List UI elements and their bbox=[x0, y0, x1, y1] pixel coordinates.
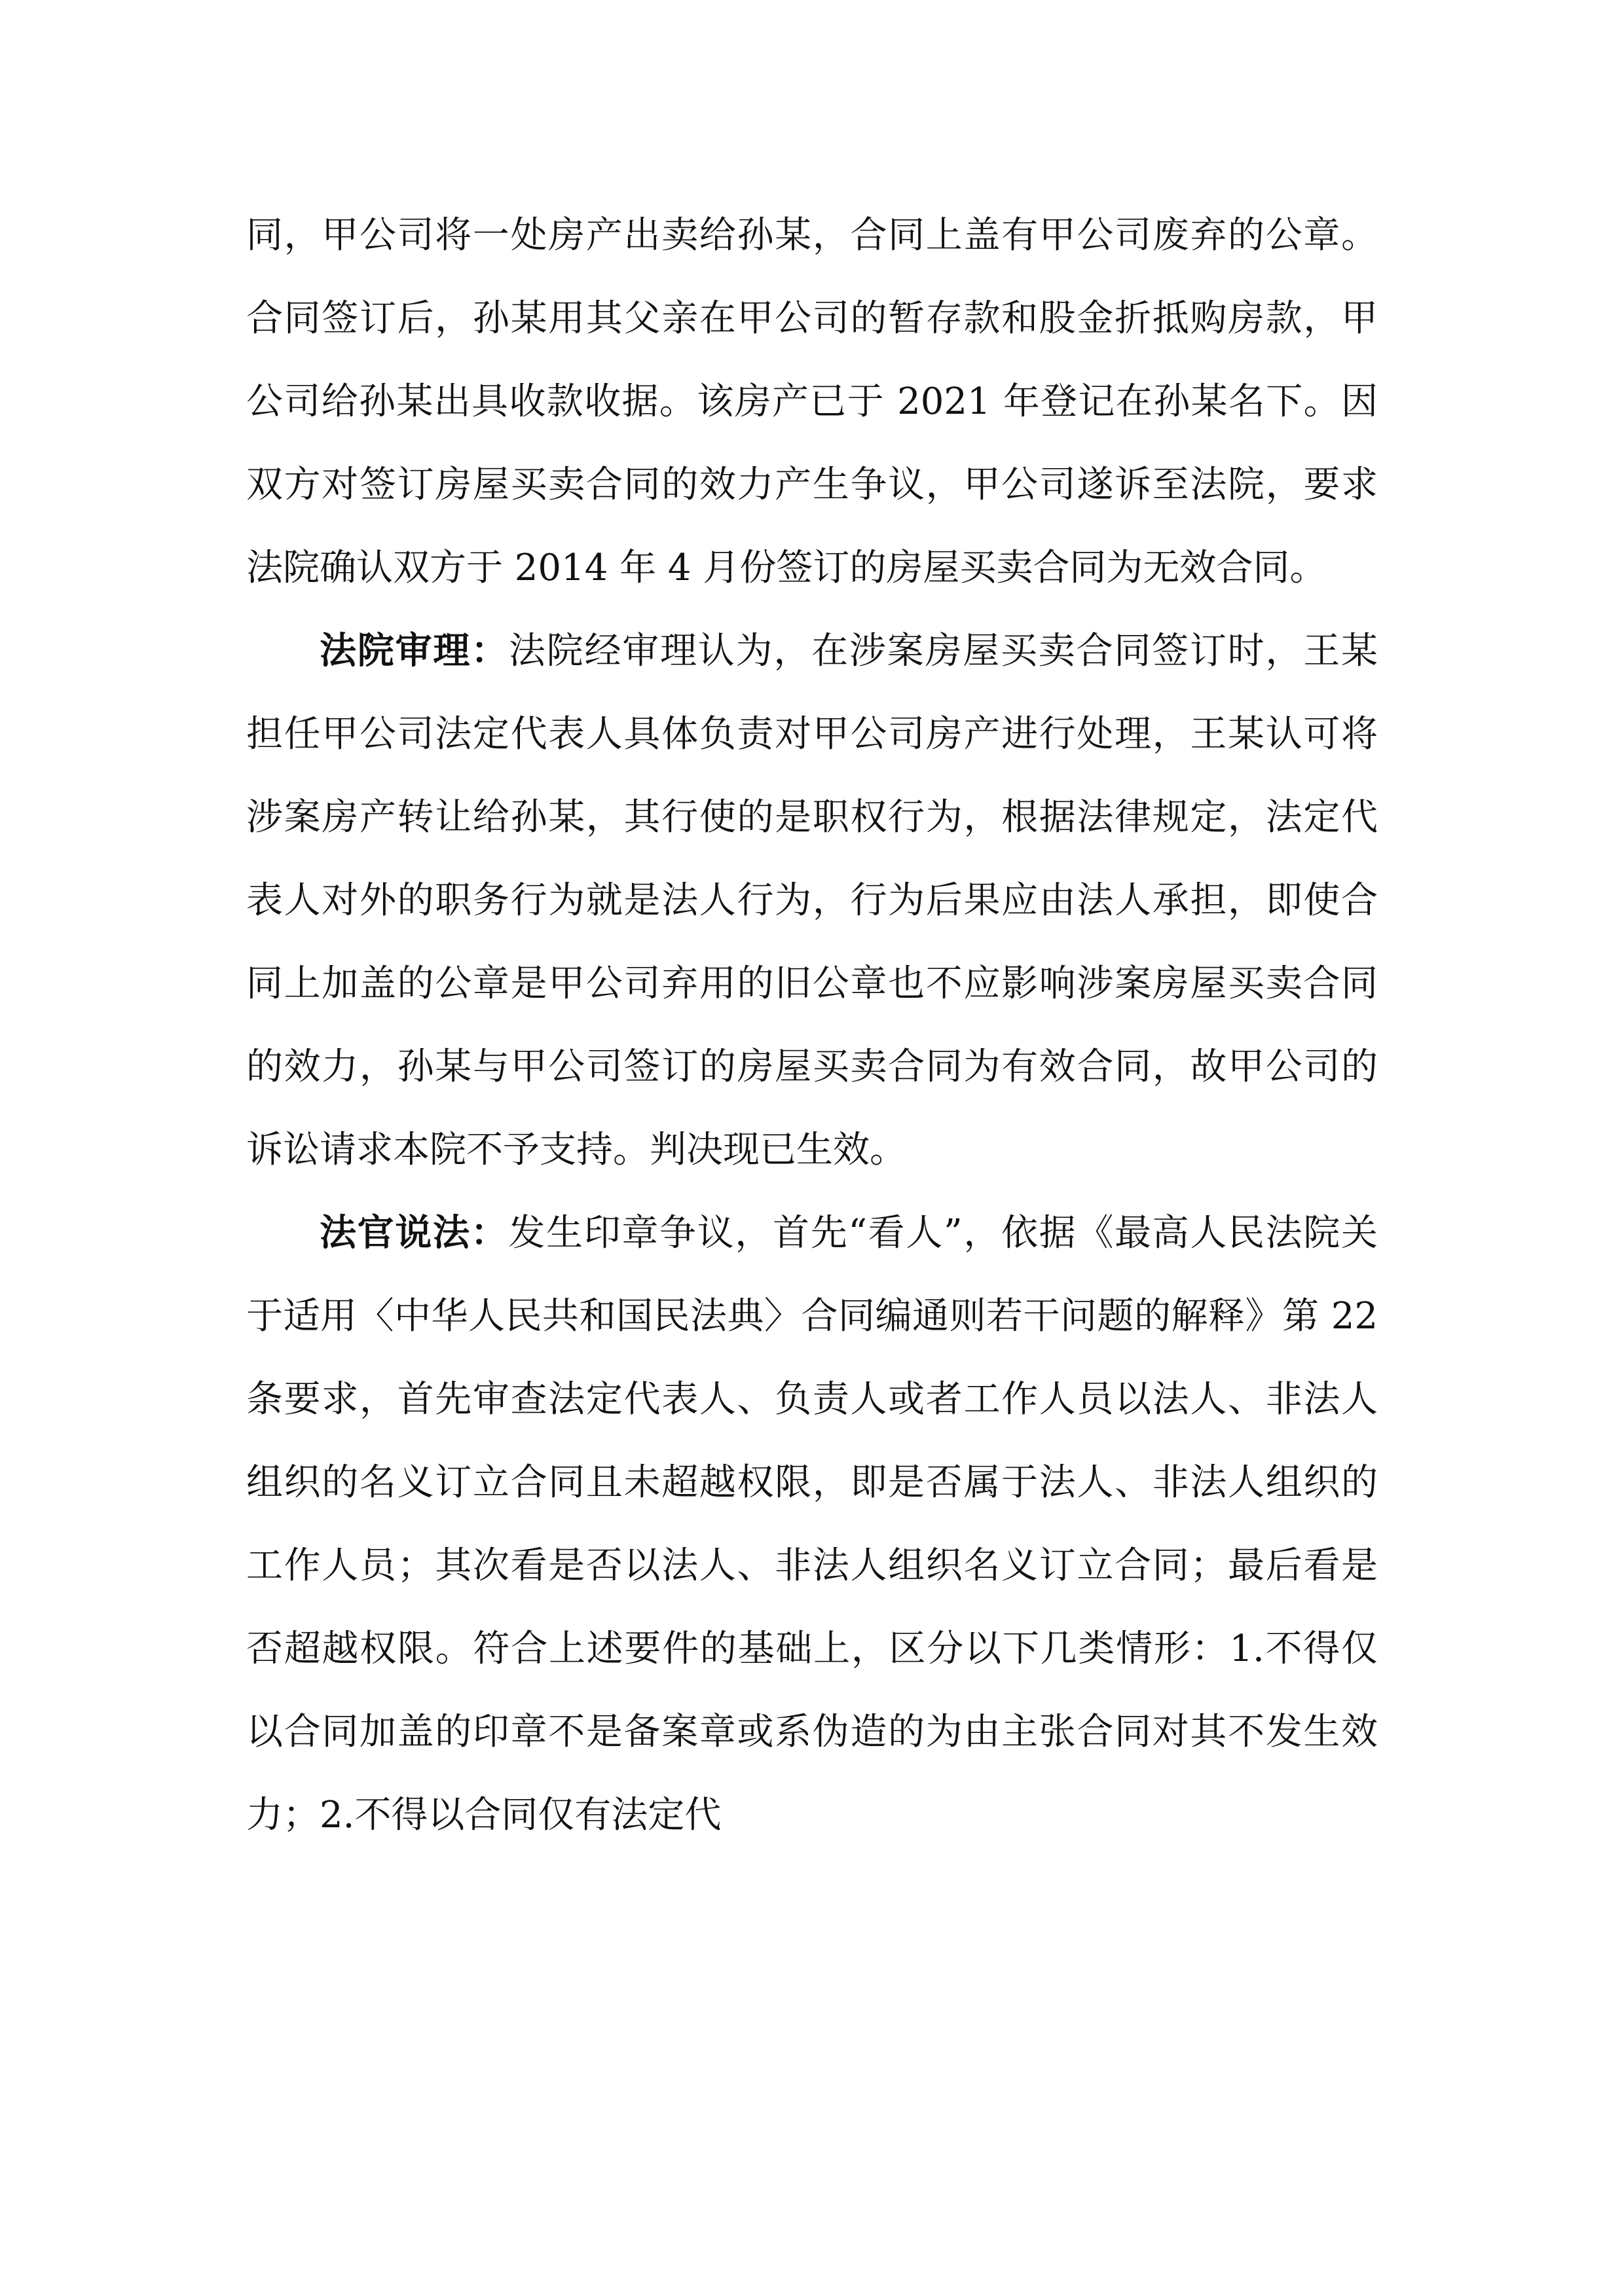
paragraph-court-trial-heading: 法院审理： bbox=[320, 630, 509, 672]
paragraph-judge-commentary-text: 发生印章争议，首先“看人”，依据《最高人民法院关于适用〈中华人民共和国民法典〉合同编通则若干问题的解释》第 22 条要求，首先审查法定代表人、负责人或者工作人员以法人、非法人组织的名义订立合同且未超越权限，即是否属于法人、非法人组织的工作人员；其次看是否以法人、非法人组织名义订立合同；最后看是否超越权限。符合上述要件的基础上，区分以下几类情形：1.不得仅以合同加盖的印章不是备案章或系伪造的为由主张合同对其不发生效力；2.不得以合同仅有法定代 bbox=[246, 1212, 1378, 1836]
document-body bbox=[246, 194, 1378, 1857]
paragraph-case-facts-text: 同，甲公司将一处房产出卖给孙某，合同上盖有甲公司废弃的公章。合同签订后，孙某用其父亲在甲公司的暂存款和股金折抵购房款，甲公司给孙某出具收款收据。该房产已于 2021 年登记在孙某名下。因双方对签订房屋买卖合同的效力产生争议，甲公司遂诉至法院，要求法院确认双方于 2014 年 4 月份签订的房屋买卖合同为无效合同。 bbox=[246, 214, 1378, 589]
paragraph-judge-commentary-heading: 法官说法： bbox=[320, 1212, 509, 1254]
paragraph-case-facts bbox=[246, 194, 1378, 610]
paragraph-court-trial bbox=[246, 610, 1378, 1192]
paragraph-judge-commentary bbox=[246, 1192, 1378, 1857]
paragraph-court-trial-text: 法院经审理认为，在涉案房屋买卖合同签订时，王某担任甲公司法定代表人具体负责对甲公司房产进行处理，王某认可将涉案房产转让给孙某，其行使的是职权行为，根据法律规定，法定代表人对外的职务行为就是法人行为，行为后果应由法人承担，即使合同上加盖的公章是甲公司弃用的旧公章也不应影响涉案房屋买卖合同的效力，孙某与甲公司签订的房屋买卖合同为有效合同，故甲公司的诉讼请求本院不予支持。判决现已生效。 bbox=[246, 630, 1378, 1171]
